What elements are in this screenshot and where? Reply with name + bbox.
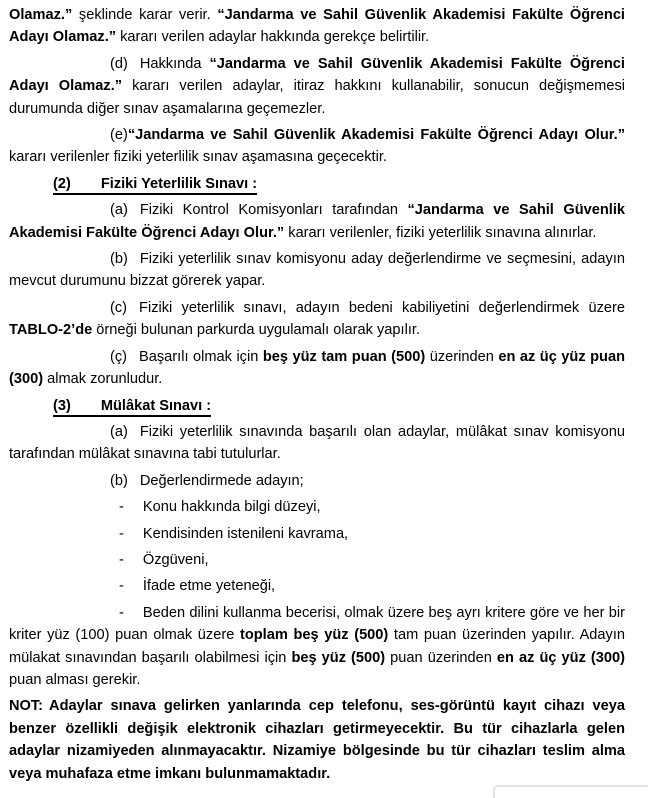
text-run: “Jandarma ve Sahil Güvenlik Akademisi Fakülte Öğrenci Adayı Olur.”	[127, 127, 625, 144]
text-run: Mülâkat Sınavı :	[100, 397, 212, 414]
text-run: (b)	[110, 472, 128, 489]
text-run: (e)	[110, 127, 128, 144]
text-run: (a)	[110, 202, 128, 219]
para-not	[9, 695, 625, 785]
text-run: -	[119, 525, 124, 542]
text-run: (a)	[110, 423, 128, 440]
text-run: Fiziki Kontrol Komisyonları tarafından	[139, 202, 408, 219]
text-run: Kendisinden istenileni kavrama,	[142, 525, 349, 542]
para-3b	[9, 470, 625, 492]
text-run: Fiziki Yeterlilik Sınavı :	[100, 175, 258, 192]
heading-underlined-text	[53, 176, 257, 195]
text-run: -	[119, 551, 124, 568]
para-2cc	[9, 346, 625, 391]
text-run: almak zorunludur.	[43, 371, 163, 388]
para-d	[9, 53, 625, 120]
text-run: örneği bulunan parkurda uygulamalı olarak yapılır.	[92, 322, 420, 339]
bottom-right-partial-box	[493, 785, 648, 798]
list-item-ifade	[9, 575, 625, 597]
text-run: Özgüveni,	[142, 551, 209, 568]
text-run: beş yüz tam puan (500)	[262, 348, 426, 365]
text-run: (b)	[110, 251, 128, 268]
text-run: toplam beş yüz (500)	[239, 627, 389, 644]
text-run: Fiziki yeterlilik sınavı, adayın bedeni kabiliyetini değerlendirmek üzere	[139, 299, 625, 316]
text-run: Fiziki yeterlilik sınavında başarılı olan adaylar, mülâkat sınav komisyonu tarafından mülâkat sınavına tabi tutulurlar.	[9, 423, 625, 463]
text-run: İfade etme yeteneği,	[142, 578, 276, 595]
para-e	[9, 124, 625, 169]
text-run: (ç)	[110, 348, 128, 365]
text-run: (d)	[110, 55, 128, 72]
text-run: (c)	[110, 299, 128, 316]
list-item-kavrama	[9, 523, 625, 545]
text-run: Fiziki yeterlilik sınav komisyonu aday değerlendirme ve seçmesini, adayın mevcut durumunu bizzat görerek yapar.	[9, 251, 625, 290]
text-run: şeklinde karar verir.	[72, 7, 218, 23]
text-run: kararı verilen adaylar hakkında gerekçe belirtilir.	[116, 29, 430, 46]
text-run: -	[119, 604, 124, 621]
heading-3-mulakat-sinavi	[9, 395, 625, 417]
text-run: kararı verilen adaylar, itiraz hakkını kullanabilir, sonucun değişmemesi durumunda diğer sınav aşamalarına geçemezler.	[9, 78, 625, 117]
text-run: TABLO-2’de	[9, 322, 93, 339]
text-run: “Jandarma ve Sahil Güvenlik Akademisi Fakülte Öğrenci Adayı Olamaz.”	[9, 7, 625, 46]
para-beden-dili	[9, 602, 625, 692]
text-run: NOT:	[9, 698, 44, 715]
text-run: Hakkında	[139, 55, 210, 72]
text-run: (3)	[53, 397, 71, 414]
para-intro	[9, 4, 625, 49]
text-run: üzerinden	[425, 348, 499, 365]
text-run: en az üç yüz (300)	[496, 649, 625, 666]
text-run: “Jandarma ve Sahil Güvenlik Akademisi Fakülte Öğrenci Adayı Olur.”	[9, 202, 626, 241]
text-run: (2)	[53, 175, 71, 192]
para-2b	[9, 248, 625, 293]
text-run: puan üzerinden	[385, 649, 497, 666]
text-run: Başarılı olmak için	[139, 348, 263, 365]
text-run: en az üç yüz puan (300)	[9, 348, 625, 388]
text-run: -	[119, 499, 124, 516]
text-run: beş yüz (500)	[291, 649, 386, 666]
text-run: tam puan üzerinden yapılır. Adayın mülakat sınavından başarılı olabilmesi için	[9, 627, 625, 666]
text-run: kararı verilenler fiziki yeterlilik sınav aşamasına geçecektir.	[9, 149, 387, 166]
heading-2-fiziki-yeterlilik-sinavi	[9, 173, 625, 195]
text-run: puan alması gerekir.	[9, 671, 141, 688]
text-run: Olamaz.”	[9, 7, 73, 23]
para-2c	[9, 297, 625, 342]
text-run: Adaylar sınava gelirken yanlarında cep telefonu, ses-görüntü kayıt cihazı veya benzer özellikli değişik elektronik cihazları getirmeyecektir. Bu tür cihazlarla gelen adaylar nizamiyeden alınmayacaktır. Nizamiye bölgesinde bu tür cihazları teslim alma veya muhafaza etme imkanı bulunmamaktadır.	[9, 698, 625, 782]
para-2a	[9, 199, 625, 244]
text-run: Beden dilini kullanma becerisi, olmak üzere beş ayrı kritere göre ve her bir kriter yüz (100) puan olmak üzere	[9, 604, 625, 644]
list-item-bilgi-duzeyi	[9, 496, 625, 518]
text-run: Konu hakkında bilgi düzeyi,	[142, 499, 321, 516]
para-3a	[9, 421, 625, 466]
text-run: “Jandarma ve Sahil Güvenlik Akademisi Fakülte Öğrenci Adayı Olamaz.”	[9, 55, 625, 95]
heading-underlined-text	[53, 398, 211, 417]
text-run: Değerlendirmede adayın;	[139, 472, 304, 489]
list-item-ozguveni	[9, 549, 625, 571]
text-run: -	[119, 578, 124, 595]
text-run: kararı verilenler, fiziki yeterlilik sınavına alınırlar.	[284, 224, 597, 241]
